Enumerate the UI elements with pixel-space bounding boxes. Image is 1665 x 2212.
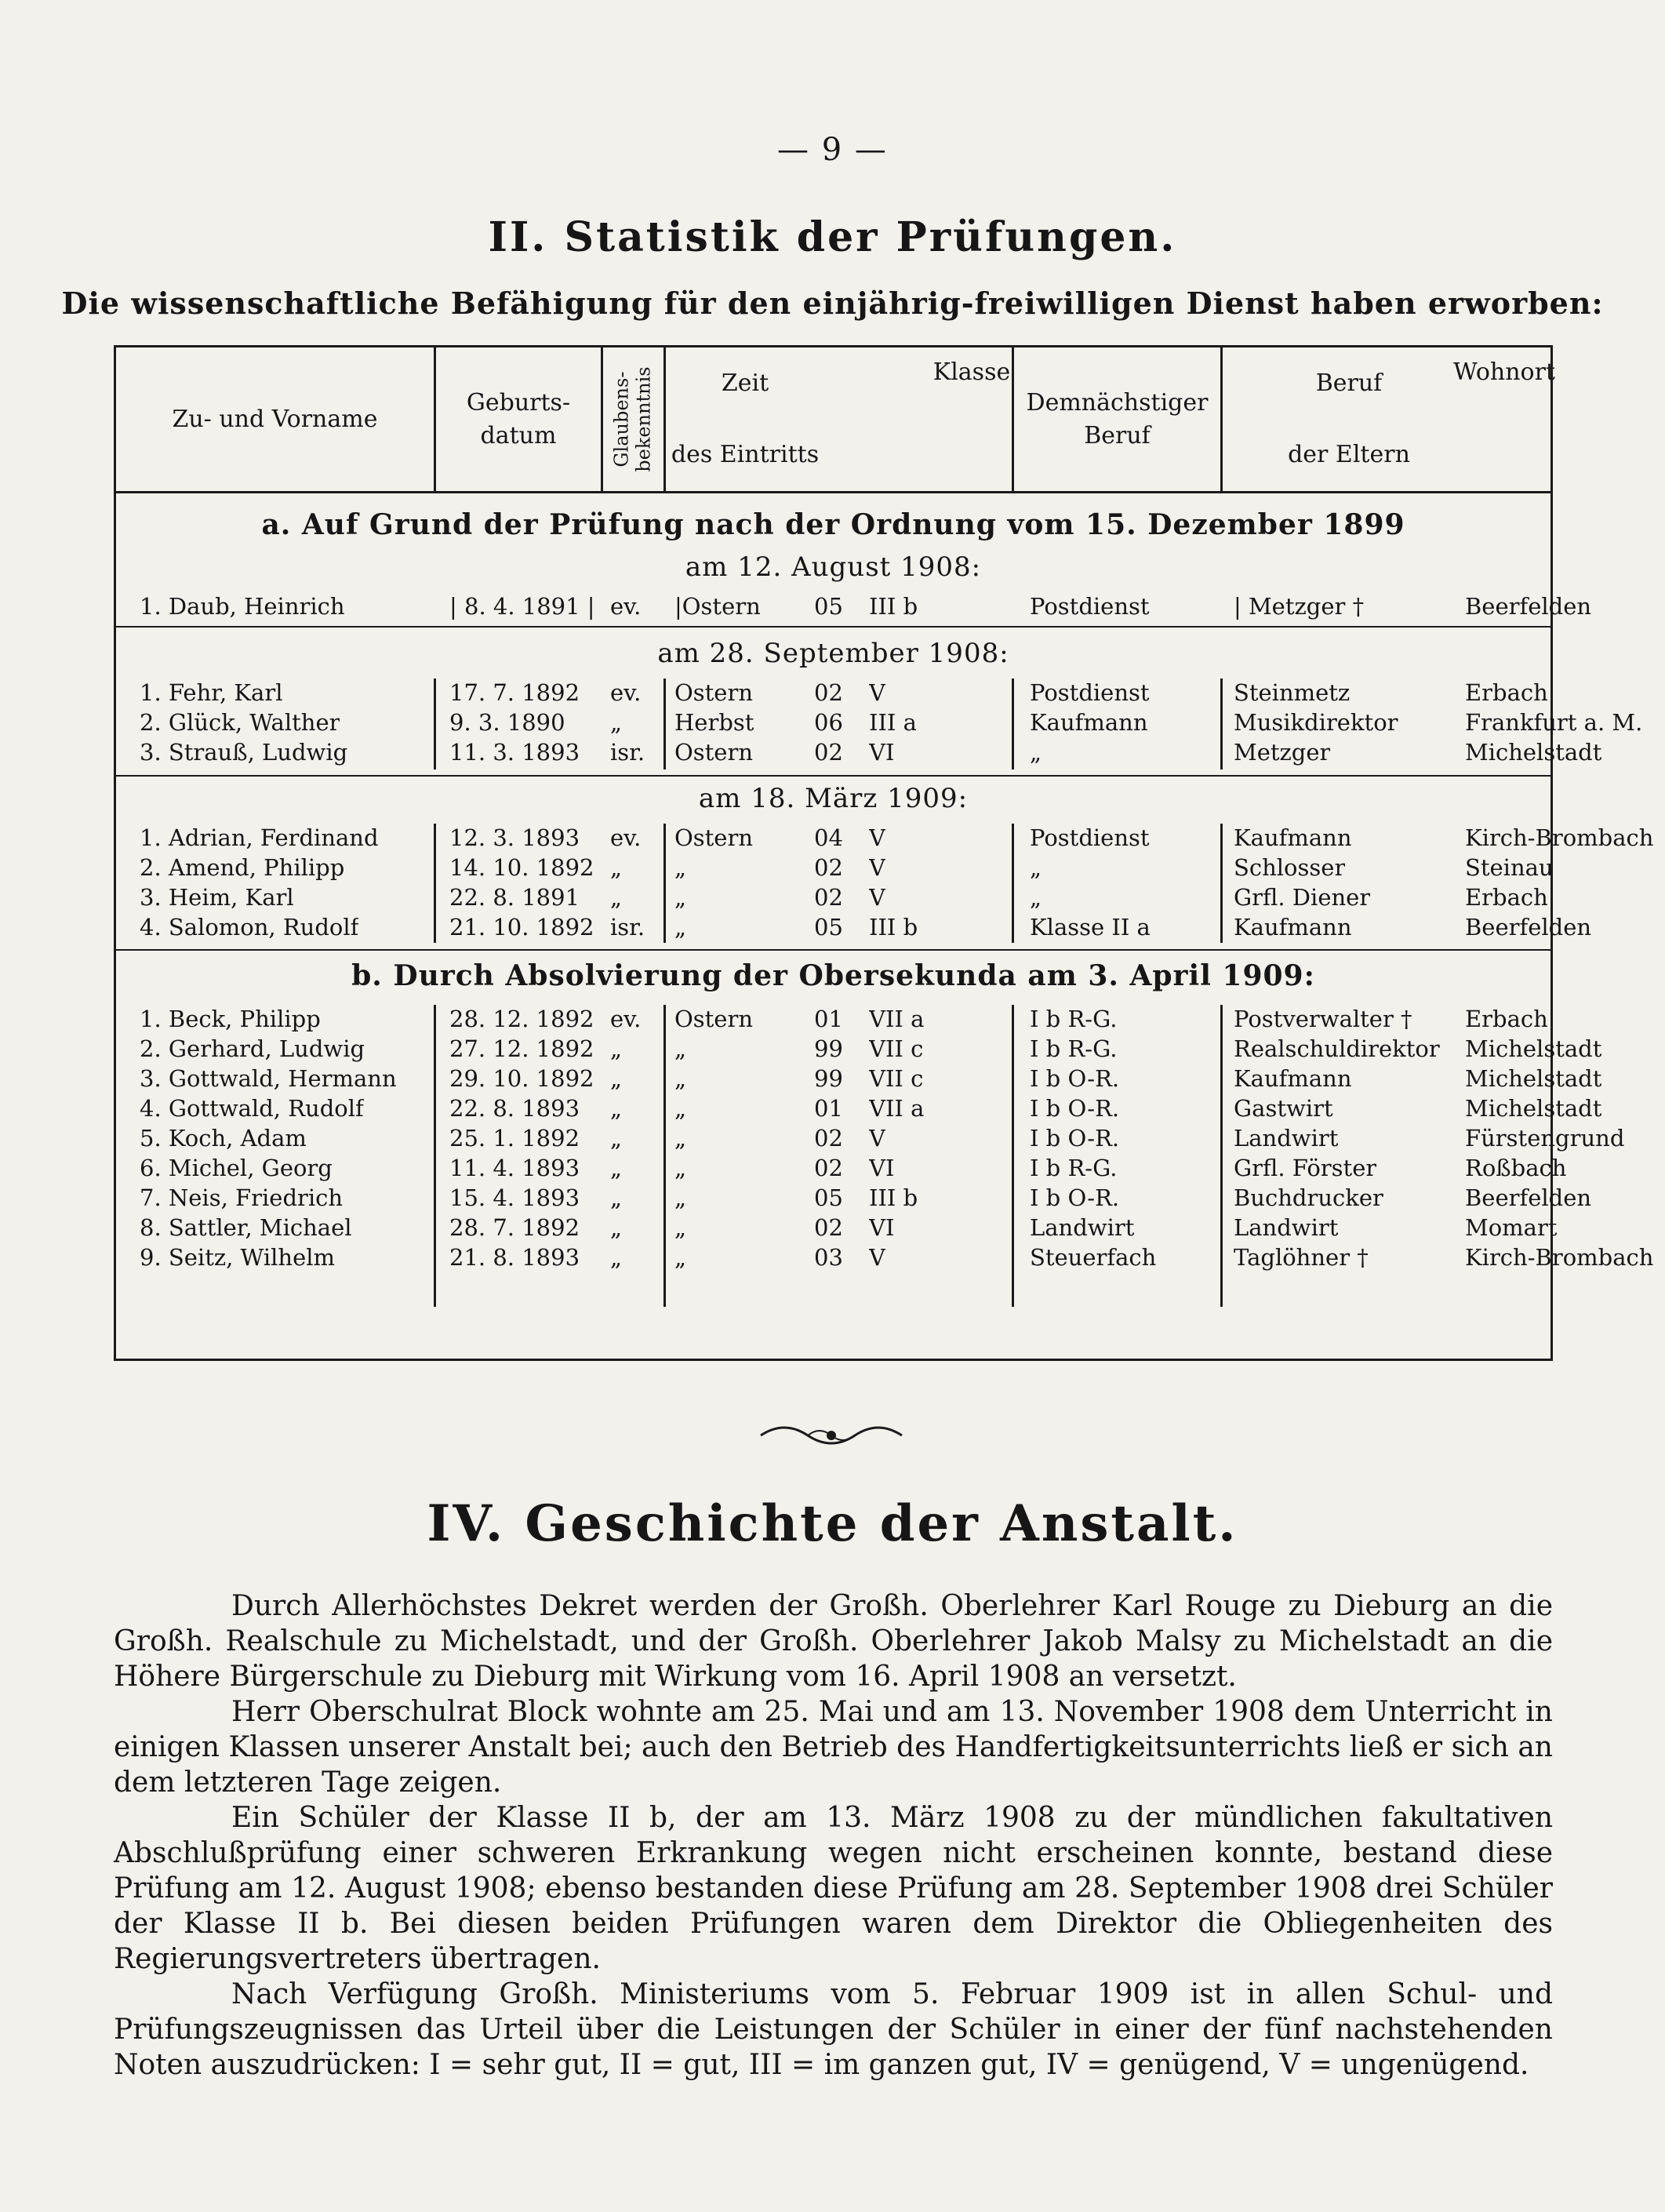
table-row bbox=[116, 1005, 1550, 1033]
cell-res: Michelstadt bbox=[1465, 739, 1602, 766]
cell-conf: „ bbox=[610, 1035, 623, 1062]
table-header bbox=[116, 347, 1555, 493]
cell-future: „ bbox=[1030, 884, 1042, 911]
table-row bbox=[116, 824, 1654, 852]
cell-conf: „ bbox=[610, 884, 623, 911]
cell-cls: V bbox=[869, 1244, 885, 1271]
group-september-1908 bbox=[116, 679, 1643, 769]
cell-term: Ostern bbox=[674, 1006, 754, 1032]
cell-name: 2. Glück, Walther bbox=[140, 709, 340, 736]
section-b-heading: b. Durch Absolvierung der Obersekunda am 3. April 1909: bbox=[351, 959, 1315, 992]
cell-future: „ bbox=[1030, 739, 1042, 766]
cell-term: „ bbox=[674, 1035, 687, 1062]
cell-name: 2. Amend, Philipp bbox=[140, 854, 345, 881]
cell-year: 05 bbox=[814, 593, 843, 620]
header-birth: Geburts- datum bbox=[434, 347, 601, 491]
cell-res: Erbach bbox=[1465, 679, 1548, 706]
table-row bbox=[116, 592, 1592, 620]
cell-name: 9. Seitz, Wilhelm bbox=[140, 1244, 336, 1271]
cell-conf: isr. bbox=[610, 914, 645, 940]
cell-birth: 25. 1. 1892 bbox=[449, 1125, 580, 1151]
table-row bbox=[116, 853, 1554, 882]
group-obersekunda-1909 bbox=[116, 1005, 1654, 1307]
cell-res: Steinau bbox=[1465, 854, 1554, 881]
cell-cls: VII c bbox=[869, 1035, 924, 1062]
table-row bbox=[116, 1213, 1558, 1242]
cell-name: 5. Koch, Adam bbox=[140, 1125, 307, 1151]
table-row bbox=[116, 1154, 1567, 1182]
header-future-profession: Demnächstiger Beruf bbox=[1012, 347, 1220, 491]
statistics-table bbox=[114, 345, 1654, 1361]
cell-cls: V bbox=[869, 679, 885, 706]
cell-name: 1. Adrian, Ferdinand bbox=[140, 824, 379, 851]
header-name: Zu- und Vorname bbox=[172, 405, 378, 433]
cell-future: Postdienst bbox=[1030, 679, 1150, 706]
cell-conf: ev. bbox=[610, 679, 642, 706]
ornament-divider-icon bbox=[753, 1420, 910, 1451]
cell-res: Beerfelden bbox=[1465, 914, 1592, 940]
cell-cls: VI bbox=[869, 1214, 895, 1241]
cell-conf: „ bbox=[610, 854, 623, 881]
cell-conf: „ bbox=[610, 1095, 623, 1122]
cell-res: Erbach bbox=[1465, 1006, 1548, 1032]
cell-parent: Gastwirt bbox=[1234, 1095, 1333, 1122]
cell-name: 7. Neis, Friedrich bbox=[140, 1184, 344, 1211]
cell-name: 3. Gottwald, Hermann bbox=[140, 1065, 397, 1092]
cell-res: Michelstadt bbox=[1465, 1095, 1602, 1122]
date-heading-3: am 18. März 1909: bbox=[698, 783, 969, 814]
cell-term: „ bbox=[674, 1244, 687, 1271]
header-confession bbox=[601, 347, 663, 491]
cell-term: Ostern bbox=[674, 679, 754, 706]
cell-term: |Ostern bbox=[674, 593, 761, 620]
cell-birth: 21. 10. 1892 bbox=[449, 914, 594, 940]
cell-res: Beerfelden bbox=[1465, 593, 1592, 620]
section-iv-title: IV. Geschichte der Anstalt. bbox=[427, 1494, 1238, 1553]
cell-year: 99 bbox=[814, 1065, 843, 1092]
cell-birth: 15. 4. 1893 bbox=[449, 1184, 580, 1211]
cell-year: 99 bbox=[814, 1035, 843, 1062]
cell-cls: V bbox=[869, 1125, 885, 1151]
cell-year: 02 bbox=[814, 679, 843, 706]
table-row bbox=[116, 1064, 1602, 1093]
header-confession-text: Glaubens- bekenntnis bbox=[610, 366, 655, 472]
cell-res: Momart bbox=[1465, 1214, 1558, 1241]
cell-cls: V bbox=[869, 854, 885, 881]
cell-parent: Postverwalter † bbox=[1234, 1006, 1412, 1032]
table-row bbox=[116, 708, 1643, 737]
table-row bbox=[116, 1035, 1602, 1063]
cell-parent: Grfl. Förster bbox=[1234, 1155, 1377, 1181]
cell-cls: VI bbox=[869, 1155, 895, 1181]
cell-term: „ bbox=[674, 1184, 687, 1211]
cell-future: „ bbox=[1030, 854, 1042, 881]
cell-birth: 27. 12. 1892 bbox=[449, 1035, 594, 1062]
cell-res: Roßbach bbox=[1465, 1155, 1567, 1181]
cell-term: „ bbox=[674, 1095, 687, 1122]
cell-conf: „ bbox=[610, 1125, 623, 1151]
cell-term: „ bbox=[674, 914, 687, 940]
cell-future: I b O-R. bbox=[1030, 1125, 1120, 1151]
header-residence: Wohnort bbox=[1453, 358, 1555, 386]
cell-parent: Realschuldirektor bbox=[1234, 1035, 1440, 1062]
cell-future: I b O-R. bbox=[1030, 1184, 1120, 1211]
cell-conf: „ bbox=[610, 709, 623, 736]
cell-year: 04 bbox=[814, 824, 843, 851]
cell-conf: „ bbox=[610, 1184, 623, 1211]
cell-future: I b R-G. bbox=[1030, 1035, 1118, 1062]
cell-name: 1. Daub, Heinrich bbox=[140, 593, 345, 620]
cell-year: 02 bbox=[814, 854, 843, 881]
cell-future: Klasse II a bbox=[1030, 914, 1151, 940]
cell-parent: Steinmetz bbox=[1234, 679, 1351, 706]
cell-year: 06 bbox=[814, 709, 843, 736]
cell-name: 2. Gerhard, Ludwig bbox=[140, 1035, 365, 1062]
cell-conf: isr. bbox=[610, 739, 645, 766]
header-entry: Zeit des Eintritts bbox=[663, 347, 824, 491]
cell-birth: 11. 3. 1893 bbox=[449, 739, 580, 766]
row-divider bbox=[116, 626, 1550, 628]
cell-parent: Kaufmann bbox=[1234, 1065, 1352, 1092]
cell-year: 01 bbox=[814, 1095, 843, 1122]
cell-parent: Landwirt bbox=[1234, 1125, 1339, 1151]
cell-res: Kirch-Brombach bbox=[1465, 824, 1654, 851]
table-row bbox=[116, 913, 1592, 941]
cell-name: 6. Michel, Georg bbox=[140, 1155, 333, 1181]
cell-conf: ev. bbox=[610, 593, 642, 620]
cell-birth: 21. 8. 1893 bbox=[449, 1244, 580, 1271]
group-march-1909 bbox=[116, 824, 1654, 943]
cell-parent: Metzger bbox=[1234, 739, 1331, 766]
cell-term: „ bbox=[674, 854, 687, 881]
cell-conf: „ bbox=[610, 1155, 623, 1181]
cell-future: Kaufmann bbox=[1030, 709, 1148, 736]
cell-term: „ bbox=[674, 1125, 687, 1151]
row-divider bbox=[116, 775, 1550, 777]
cell-future: I b R-G. bbox=[1030, 1006, 1118, 1032]
cell-year: 02 bbox=[814, 884, 843, 911]
cell-cls: III b bbox=[869, 1184, 918, 1211]
cell-res: Frankfurt a. M. bbox=[1465, 709, 1643, 736]
cell-cls: V bbox=[869, 884, 885, 911]
table-row bbox=[116, 1094, 1602, 1122]
cell-future: Landwirt bbox=[1030, 1214, 1135, 1241]
cell-year: 01 bbox=[814, 1006, 843, 1032]
cell-future: I b O-R. bbox=[1030, 1065, 1120, 1092]
cell-parent: Taglöhner † bbox=[1234, 1244, 1369, 1271]
cell-birth: 22. 8. 1893 bbox=[449, 1095, 580, 1122]
cell-birth: 14. 10. 1892 bbox=[449, 854, 594, 881]
page-number: — 9 — bbox=[777, 132, 888, 168]
group-august-1908 bbox=[116, 592, 1592, 624]
table-subtitle: Die wissenschaftliche Befähigung für den einjährig-freiwilligen Dienst haben erworben: bbox=[61, 286, 1604, 321]
cell-conf: ev. bbox=[610, 1006, 642, 1032]
history-paragraph: Nach Verfügung Großh. Ministeriums vom 5. Februar 1909 ist in allen Schul- und Prüfungszeugnissen das Urteil über die Leistungen der Schüler in einer der fünf nachstehenden Noten auszudrücken: I = sehr gut, II = gut, III = im ganzen gut, IV = genügend, V = ungenügend. bbox=[114, 1978, 1553, 2081]
cell-year: 02 bbox=[814, 1155, 843, 1181]
cell-birth: 22. 8. 1891 bbox=[449, 884, 580, 911]
cell-year: 02 bbox=[814, 739, 843, 766]
cell-parent: | Metzger † bbox=[1234, 593, 1365, 620]
cell-conf: „ bbox=[610, 1065, 623, 1092]
cell-term: „ bbox=[674, 1065, 687, 1092]
table-row bbox=[116, 1243, 1654, 1272]
cell-future: Postdienst bbox=[1030, 593, 1150, 620]
date-heading-2: am 28. September 1908: bbox=[657, 638, 1009, 669]
cell-birth: 29. 10. 1892 bbox=[449, 1065, 594, 1092]
section-a-heading: a. Auf Grund der Prüfung nach der Ordnung vom 15. Dezember 1899 bbox=[261, 508, 1405, 541]
cell-term: „ bbox=[674, 1155, 687, 1181]
cell-name: 8. Sattler, Michael bbox=[140, 1214, 352, 1241]
cell-name: 1. Fehr, Karl bbox=[140, 679, 283, 706]
cell-term: „ bbox=[674, 1214, 687, 1241]
cell-cls: VII a bbox=[869, 1006, 925, 1032]
cell-term: Ostern bbox=[674, 824, 754, 851]
cell-parent: Musikdirektor bbox=[1234, 709, 1398, 736]
history-paragraph: Ein Schüler der Klasse II b, der am 13. März 1908 zu der mündlichen fakultativen Abschlußprüfung einer schweren Erkrankung wegen nicht erscheinen konnte, bestand diese Prüfung am 12. August 1908; ebenso bestanden diese Prüfung am 28. September 1908 drei Schüler der Klasse II b. Bei diesen beiden Prüfungen waren dem Direktor die Obliegenheiten des Regierungsvertreters übertragen. bbox=[114, 1802, 1553, 1975]
cell-parent: Kaufmann bbox=[1234, 824, 1352, 851]
cell-conf: ev. bbox=[610, 824, 642, 851]
cell-birth: 28. 12. 1892 bbox=[449, 1006, 594, 1032]
cell-name: 4. Salomon, Rudolf bbox=[140, 914, 359, 940]
cell-cls: VII a bbox=[869, 1095, 925, 1122]
cell-future: I b R-G. bbox=[1030, 1155, 1118, 1181]
cell-res: Fürstengrund bbox=[1465, 1125, 1625, 1151]
section-title: II. Statistik der Prüfungen. bbox=[488, 213, 1177, 261]
cell-year: 02 bbox=[814, 1125, 843, 1151]
date-heading-1: am 12. August 1908: bbox=[685, 551, 982, 583]
cell-birth: 12. 3. 1893 bbox=[449, 824, 580, 851]
cell-birth: 17. 7. 1892 bbox=[449, 679, 580, 706]
header-class: Klasse bbox=[932, 358, 1011, 386]
cell-future: I b O-R. bbox=[1030, 1095, 1120, 1122]
cell-year: 05 bbox=[814, 1184, 843, 1211]
cell-cls: VI bbox=[869, 739, 895, 766]
cell-conf: „ bbox=[610, 1244, 623, 1271]
cell-parent: Kaufmann bbox=[1234, 914, 1352, 940]
history-paragraph: Herr Oberschulrat Block wohnte am 25. Mai und am 13. November 1908 dem Unterricht in einigen Klassen unserer Anstalt bei; auch den Betrieb des Handfertigkeitsunterrichts ließ er sich an dem letzteren Tage zeigen. bbox=[114, 1696, 1553, 1799]
history-paragraph: Durch Allerhöchstes Dekret werden der Großh. Oberlehrer Karl Rouge zu Dieburg an die Großh. Realschule zu Michelstadt, und der Großh. Oberlehrer Jakob Malsy zu Michelstadt an die Höhere Bürgerschule zu Dieburg mit Wirkung vom 16. April 1908 an versetzt. bbox=[114, 1590, 1553, 1693]
table-row bbox=[116, 1124, 1625, 1152]
cell-name: 1. Beck, Philipp bbox=[140, 1006, 321, 1032]
history-text bbox=[114, 1588, 1553, 2083]
cell-conf: „ bbox=[610, 1214, 623, 1241]
cell-parent: Schlosser bbox=[1234, 854, 1346, 881]
cell-cls: III b bbox=[869, 593, 918, 620]
cell-year: 03 bbox=[814, 1244, 843, 1271]
cell-term: „ bbox=[674, 884, 687, 911]
cell-res: Kirch-Brombach bbox=[1465, 1244, 1654, 1271]
cell-name: 4. Gottwald, Rudolf bbox=[140, 1095, 364, 1122]
cell-birth: 11. 4. 1893 bbox=[449, 1155, 580, 1181]
table-row bbox=[116, 883, 1550, 911]
cell-year: 05 bbox=[814, 914, 843, 940]
cell-cls: V bbox=[869, 824, 885, 851]
cell-future: Postdienst bbox=[1030, 824, 1150, 851]
cell-parent: Grfl. Diener bbox=[1234, 884, 1371, 911]
table-row bbox=[116, 679, 1550, 707]
row-divider bbox=[116, 949, 1550, 951]
cell-cls: III b bbox=[869, 914, 918, 940]
cell-future: Steuerfach bbox=[1030, 1244, 1157, 1271]
cell-parent: Landwirt bbox=[1234, 1214, 1339, 1241]
cell-birth: 28. 7. 1892 bbox=[449, 1214, 580, 1241]
cell-cls: III a bbox=[869, 709, 917, 736]
cell-res: Michelstadt bbox=[1465, 1035, 1602, 1062]
table-row bbox=[116, 738, 1602, 766]
cell-name: 3. Strauß, Ludwig bbox=[140, 739, 348, 766]
table-row bbox=[116, 1184, 1592, 1212]
cell-year: 02 bbox=[814, 1214, 843, 1241]
header-parents-profession: Beruf der Eltern bbox=[1220, 347, 1475, 491]
cell-parent: Buchdrucker bbox=[1234, 1184, 1383, 1211]
cell-res: Beerfelden bbox=[1465, 1184, 1592, 1211]
cell-res: Michelstadt bbox=[1465, 1065, 1602, 1092]
cell-birth: 9. 3. 1890 bbox=[449, 709, 565, 736]
cell-name: 3. Heim, Karl bbox=[140, 884, 294, 911]
cell-term: Herbst bbox=[674, 709, 754, 736]
cell-cls: VII c bbox=[869, 1065, 924, 1092]
cell-birth: | 8. 4. 1891 | bbox=[449, 593, 595, 620]
cell-term: Ostern bbox=[674, 739, 754, 766]
cell-res: Erbach bbox=[1465, 884, 1548, 911]
